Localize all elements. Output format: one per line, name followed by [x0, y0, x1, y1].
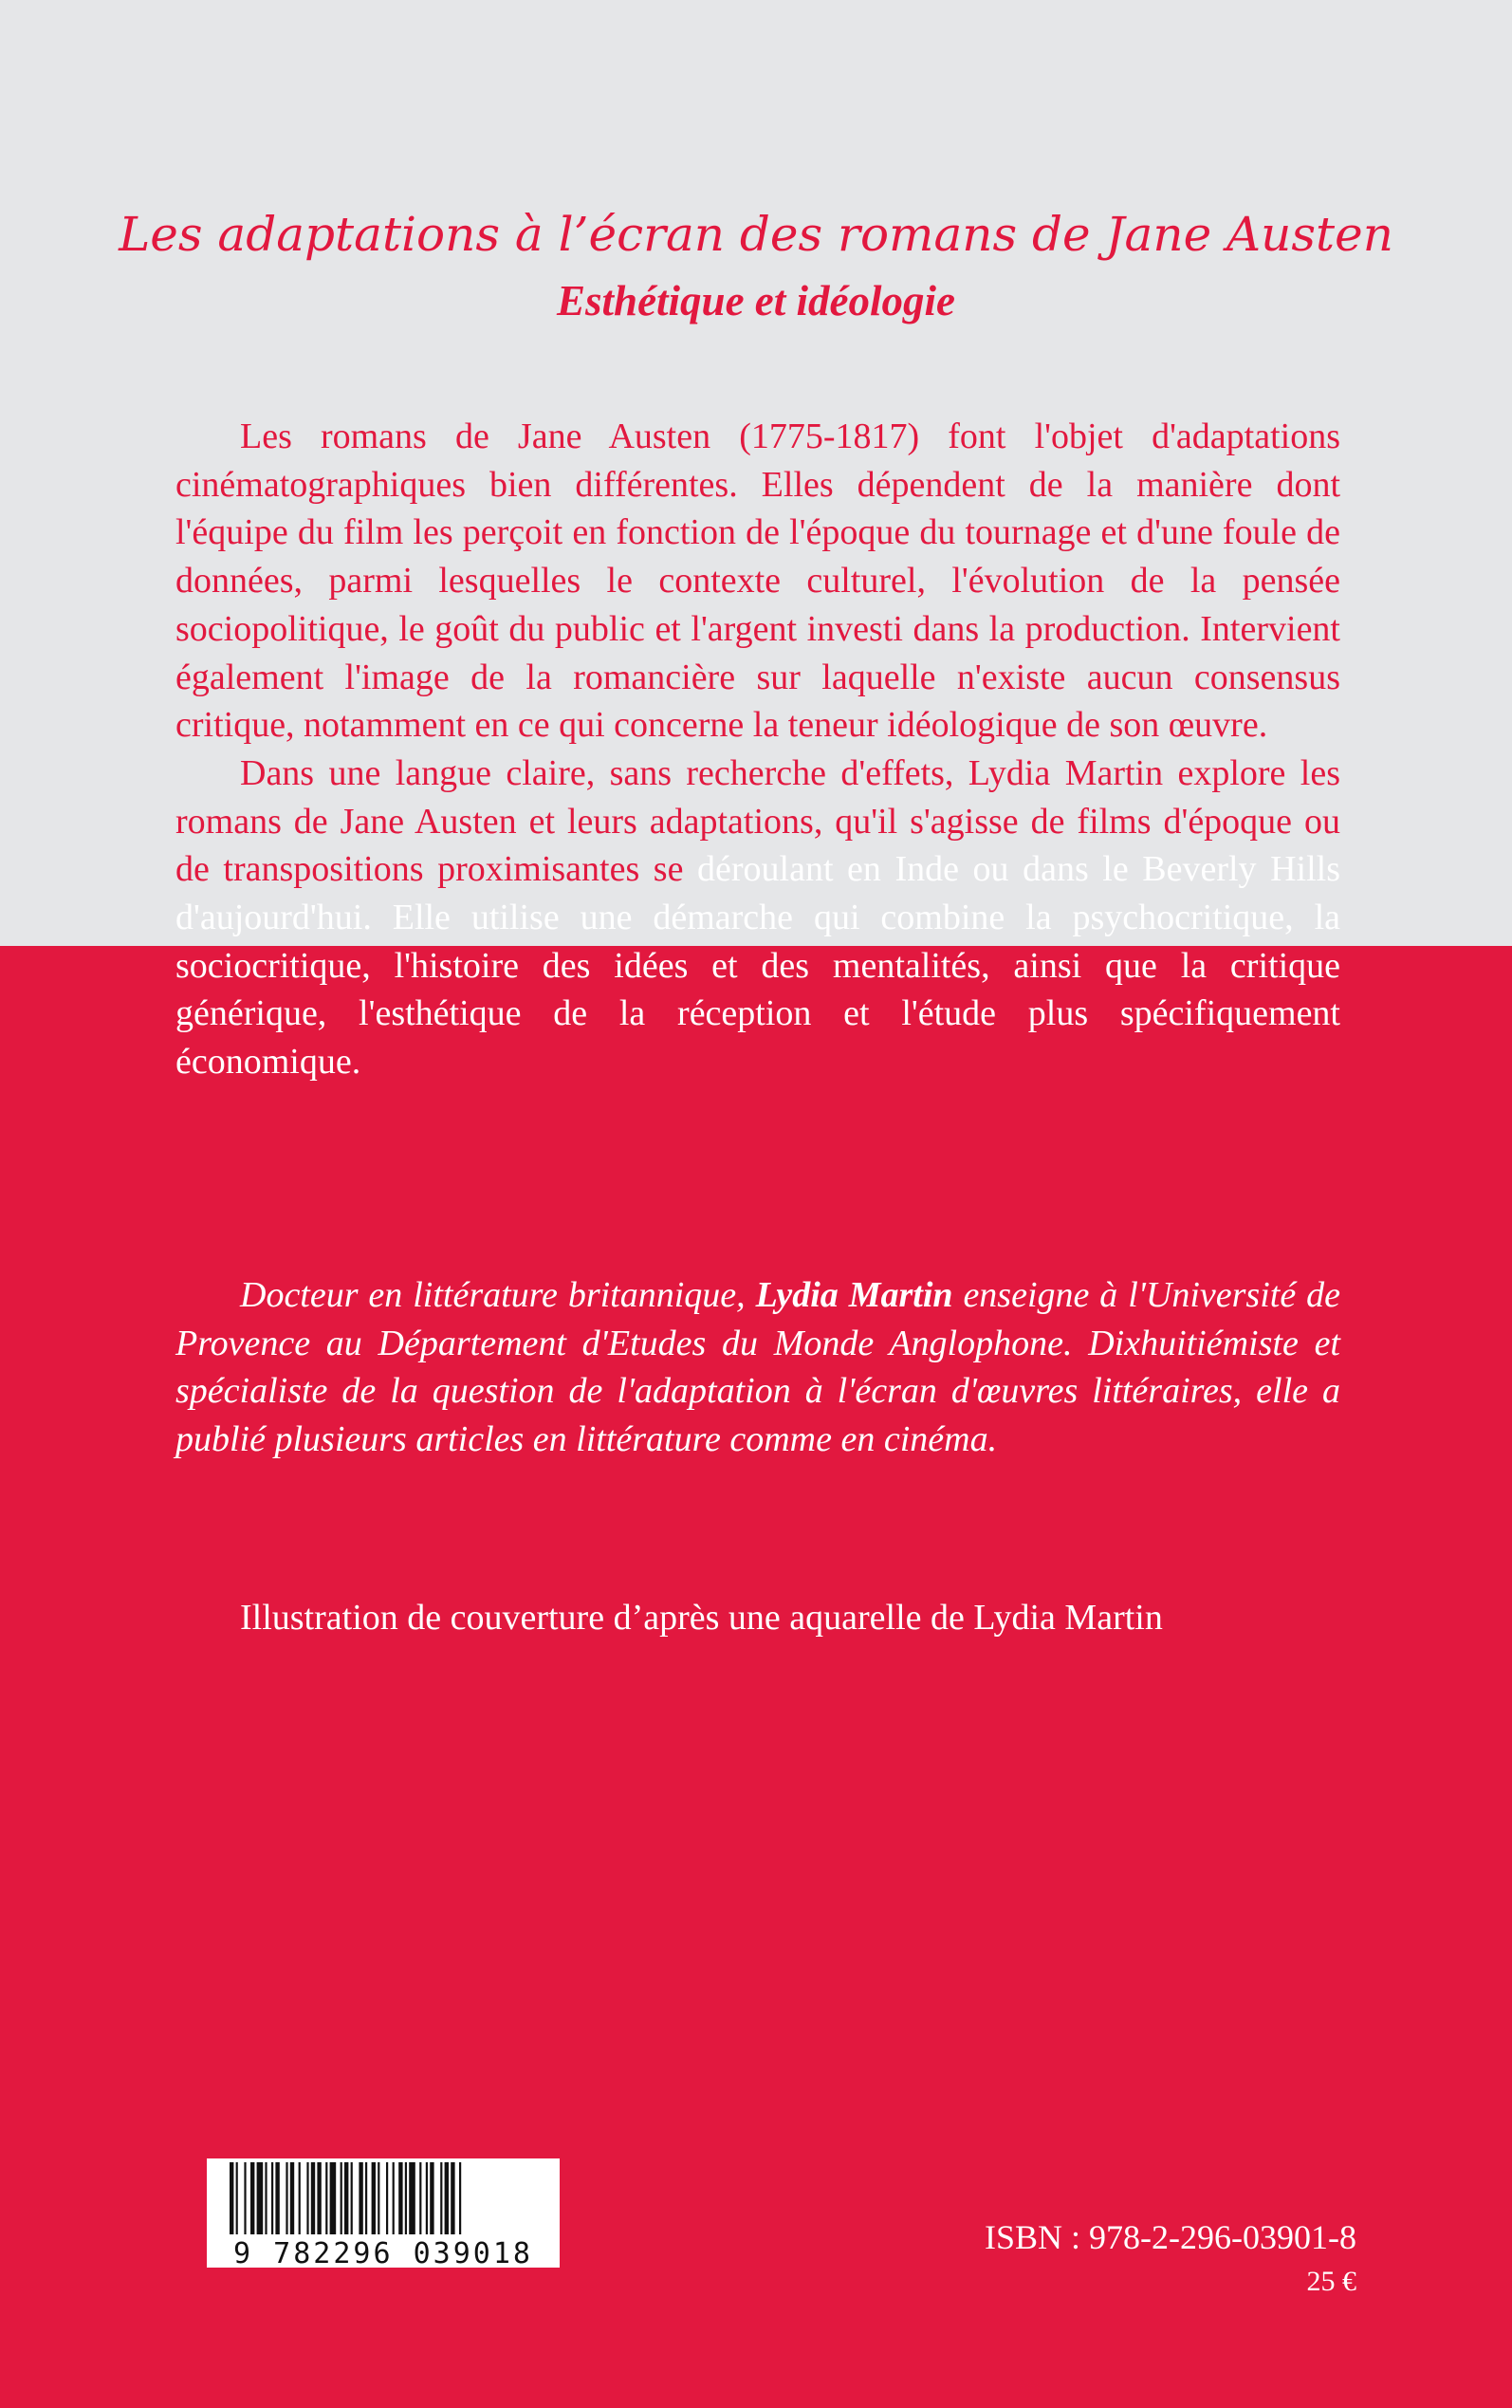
barcode-bar	[409, 2162, 415, 2234]
barcode-bar	[372, 2162, 376, 2234]
author-bio	[175, 1271, 1340, 1464]
barcode-bar	[306, 2162, 308, 2234]
barcode-bar	[430, 2162, 433, 2234]
barcode-bar	[244, 2162, 246, 2234]
barcode-bar	[275, 2162, 279, 2234]
barcode-digits: 9 782296 039018	[233, 2237, 533, 2268]
barcode-bar	[445, 2162, 449, 2234]
barcode-bar	[330, 2162, 337, 2234]
summary-paragraph-2-top: Dans une langue claire, sans recherche d'effets, Lydia Martin explore les romans de Jane Austen et leurs adaptations, qu'il s'agisse de films d'époque ou de transpositions proximisantes se	[175, 752, 1340, 890]
barcode-bar	[286, 2162, 287, 2234]
summary-paragraph-2-bottom: déroulant en Inde ou dans le Beverly Hills d'aujourd'hui. Elle utilise une démarche qui combine la psychocritique, la sociocritique, l'histoire des idées et des mentalités, ainsi que la critique générique, l'esthétique de la réception et l'étude plus spécifiquement économique.	[175, 849, 1340, 1083]
barcode-bar	[230, 2162, 233, 2234]
barcode-bar	[459, 2162, 461, 2234]
illustration-credit: Illustration de couverture d’après une aquarelle de Lydia Martin	[240, 1598, 1163, 1638]
barcode-bar	[250, 2162, 254, 2234]
barcode-bar	[311, 2162, 315, 2234]
barcode-bar	[405, 2162, 407, 2234]
barcode-bar	[451, 2162, 454, 2234]
author-bio-rest: enseigne à l'Université de Provence au Département d'Etudes du Monde Anglophone. Dixhuitiémiste et spécialiste de la question de l'adaptation à l'écran d'œuvres littéraires, elle a publié plusieurs articles en littérature comme en cinéma.	[175, 1275, 1340, 1460]
barcode-bar	[325, 2162, 327, 2234]
author-name: Lydia Martin	[755, 1275, 953, 1315]
barcode-bar	[398, 2162, 402, 2234]
author-bio-paragraph	[175, 1271, 1340, 1464]
barcode-bar	[419, 2162, 421, 2234]
book-subtitle: Esthétique et idéologie	[557, 277, 955, 324]
summary-text	[175, 413, 1340, 1086]
barcode-bar	[378, 2162, 379, 2234]
barcode-bar	[257, 2162, 264, 2234]
barcode-bar	[393, 2162, 395, 2234]
barcode-bar	[386, 2162, 388, 2234]
barcode-bar	[365, 2162, 367, 2234]
barcode-bar	[341, 2162, 342, 2234]
summary-paragraph-2	[175, 750, 1340, 1086]
isbn: ISBN : 978-2-296-03901-8	[985, 2218, 1356, 2256]
price: 25 €	[1306, 2266, 1356, 2297]
barcode-bar	[344, 2162, 348, 2234]
barcode-bar	[440, 2162, 442, 2234]
barcode	[207, 2158, 560, 2268]
barcode-bar	[236, 2162, 238, 2234]
barcode-bar	[351, 2162, 353, 2234]
barcode-bar	[359, 2162, 362, 2234]
summary-paragraph-1: Les romans de Jane Austen (1775-1817) font l'objet d'adaptations cinématographiques bien différentes. Elles dépendent de la manière dont l'équipe du film les perçoit en fonction de l'époque du tournage et d'une foule de données, parmi lesquelles le contexte culturel, l'évolution de la pensée sociopolitique, le goût du public et l'argent investi dans la production. Intervient également l'image de la romancière sur laquelle n'existe aucun consensus critique, notamment en ce qui concerne la teneur idéologique de son œuvre.	[175, 417, 1340, 746]
barcode-bar	[426, 2162, 428, 2234]
barcode-bar	[299, 2162, 301, 2234]
author-bio-intro: Docteur en littérature britannique,	[240, 1275, 756, 1315]
barcode-bar	[271, 2162, 273, 2234]
barcode-bar	[265, 2162, 267, 2234]
barcode-bar	[317, 2162, 321, 2234]
barcode-bar	[290, 2162, 294, 2234]
book-title: Les adaptations à l’écran des romans de Jane Austen	[119, 207, 1393, 262]
